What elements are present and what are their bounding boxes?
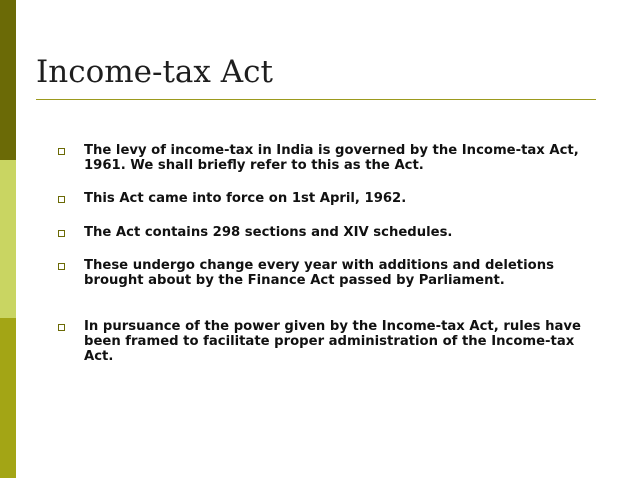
bullet-text: This Act came into force on 1st April, 1962. (84, 191, 407, 206)
hollow-square-bullet-icon (58, 196, 65, 203)
side-accent-bar-top (0, 0, 16, 160)
bullet-text: The levy of income-tax in India is governed by the Income-tax Act, 1961. We shall briefly refer to this as the Act. (84, 143, 579, 173)
slide-title: Income-tax Act (36, 54, 273, 90)
hollow-square-bullet-icon (58, 230, 65, 237)
hollow-square-bullet-icon (58, 263, 65, 270)
bullet-text: These undergo change every year with additions and deletions brought about by the Finance Act passed by Parliament. (84, 258, 554, 288)
side-accent-bar-bottom (0, 318, 16, 478)
side-accent-bar-middle (0, 160, 16, 318)
title-divider (36, 99, 596, 100)
bullet-text: The Act contains 298 sections and XIV schedules. (84, 225, 453, 240)
bullet-text: In pursuance of the power given by the Income-tax Act, rules have been framed to facilitate proper administration of the Income-tax Act. (84, 319, 581, 364)
hollow-square-bullet-icon (58, 148, 65, 155)
hollow-square-bullet-icon (58, 324, 65, 331)
